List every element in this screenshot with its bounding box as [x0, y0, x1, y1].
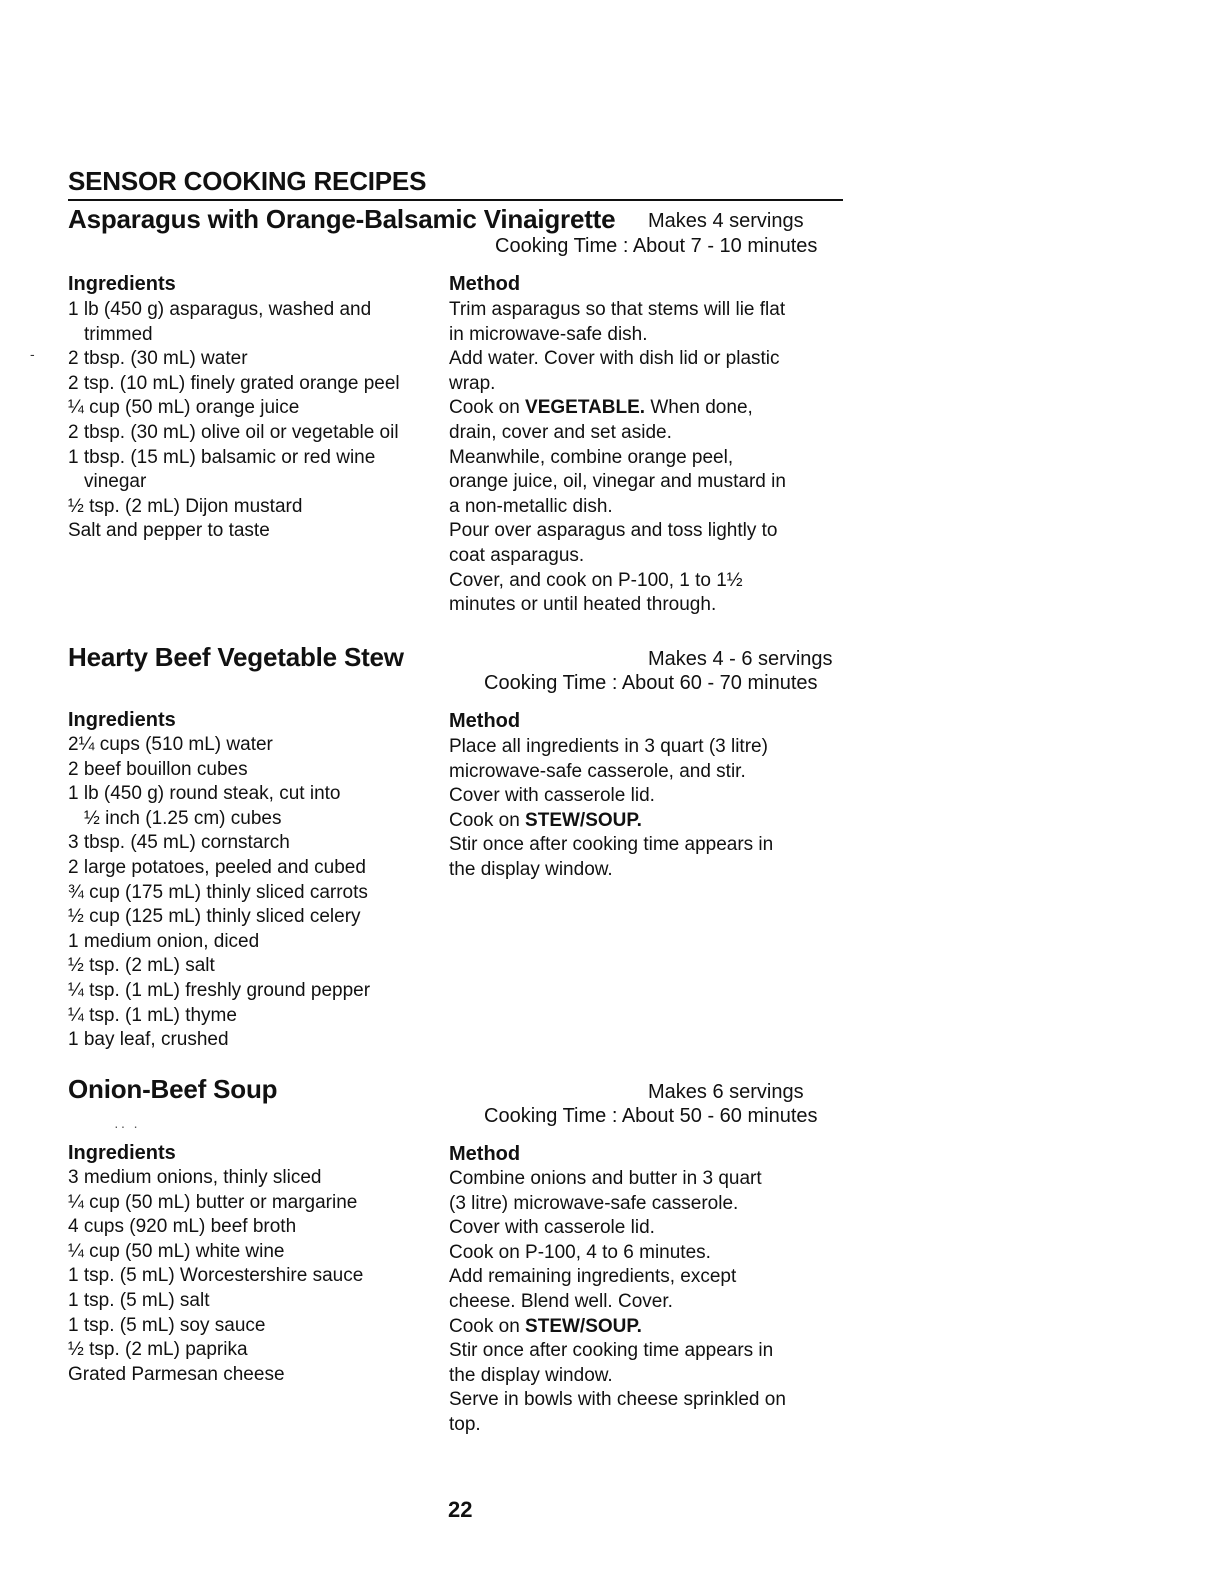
ingredient-line: 4 cups (920 mL) beef broth — [68, 1216, 297, 1238]
ingredients-heading: Ingredients — [68, 709, 176, 731]
method-heading: Method — [449, 273, 521, 295]
ingredient-line: 1 tsp. (5 mL) soy sauce — [68, 1314, 266, 1336]
ingredient-line: 1 tsp. (5 mL) Worcestershire sauce — [68, 1265, 364, 1287]
ingredient-line: 1 lb (450 g) asparagus, washed and — [68, 299, 372, 320]
ingredient-line: 1 bay leaf, crushed — [68, 1029, 229, 1051]
ingredient-line: 2 tbsp. (30 mL) water — [68, 348, 248, 370]
ingredient-line: ½ cup (125 mL) thinly sliced celery — [68, 906, 361, 928]
method-line: the display window. — [449, 858, 613, 880]
method-line: in microwave-safe dish. — [449, 323, 648, 345]
method-line: Serve in bowls with cheese sprinkled on — [449, 1389, 786, 1411]
ingredient-line: Grated Parmesan cheese — [68, 1363, 285, 1385]
section-title: SENSOR COOKING RECIPES — [68, 166, 427, 196]
ingredient-line: 1 tbsp. (15 mL) balsamic or red wine — [68, 446, 376, 468]
recipe-title: Hearty Beef Vegetable Stew — [68, 642, 404, 672]
method-line: Cover with casserole lid. — [449, 1217, 655, 1239]
method-line: microwave-safe casserole, and stir. — [449, 760, 746, 782]
method-line: the display window. — [449, 1364, 613, 1386]
cook-setting-label: STEW/SOUP. — [525, 809, 642, 831]
ingredient-line: 3 medium onions, thinly sliced — [68, 1167, 322, 1188]
method-text: Cook on — [449, 809, 526, 831]
recipe-cooking-time: Cooking Time : About 7 - 10 minutes — [495, 235, 818, 257]
scan-mark: - — [30, 346, 35, 362]
ingredient-line: ¼ cup (50 mL) orange juice — [68, 397, 300, 419]
recipe-cooking-time: Cooking Time : About 60 - 70 minutes — [484, 672, 818, 694]
ingredient-line: 3 tbsp. (45 mL) cornstarch — [68, 832, 290, 854]
method-line: Pour over asparagus and toss lightly to — [449, 520, 778, 542]
method-line: Cover with casserole lid. — [449, 785, 655, 807]
method-line: Add water. Cover with dish lid or plastic — [449, 348, 780, 370]
method-line: drain, cover and set aside. — [449, 421, 672, 443]
method-line: Trim asparagus so that stems will lie flat — [449, 299, 786, 320]
ingredients-list — [68, 1166, 363, 1387]
method-line: (3 litre) microwave-safe casserole. — [449, 1192, 739, 1214]
method-line: Combine onions and butter in 3 quart — [449, 1168, 762, 1189]
ingredient-line: trimmed — [84, 323, 153, 345]
method-line: Cook on P-100, 4 to 6 minutes. — [449, 1241, 711, 1263]
ingredients-heading: Ingredients — [68, 1142, 176, 1164]
cook-setting-label: VEGETABLE. — [525, 397, 646, 419]
recipe-servings: Makes 4 - 6 servings — [648, 648, 833, 670]
method-line: Meanwhile, combine orange peel, — [449, 446, 734, 468]
method-text: Cook on — [449, 1315, 526, 1337]
recipe-servings: Makes 6 servings — [648, 1081, 804, 1103]
ingredient-line: 2 beef bouillon cubes — [68, 758, 248, 780]
method-line: minutes or until heated through. — [449, 594, 717, 616]
method-steps — [449, 1167, 786, 1438]
page-number: 22 — [448, 1497, 473, 1522]
recipe-title: Onion-Beef Soup — [68, 1074, 278, 1104]
method-line: orange juice, oil, vinegar and mustard in — [449, 471, 786, 493]
ingredient-line: ¾ cup (175 mL) thinly sliced carrots — [68, 881, 368, 903]
method-line — [449, 396, 786, 421]
scan-specks: ·· · — [114, 1118, 140, 1134]
ingredient-line: Salt and pepper to taste — [68, 520, 270, 542]
cook-setting-label: STEW/SOUP. — [525, 1315, 642, 1337]
ingredient-line: vinegar — [84, 471, 147, 493]
ingredients-heading: Ingredients — [68, 273, 176, 295]
section-divider — [68, 199, 843, 201]
ingredient-line: 2 large potatoes, peeled and cubed — [68, 856, 366, 878]
method-line: cheese. Blend well. Cover. — [449, 1290, 673, 1312]
ingredient-line: ½ tsp. (2 mL) paprika — [68, 1339, 248, 1361]
ingredient-line: ½ tsp. (2 mL) Dijon mustard — [68, 495, 303, 517]
method-line: Stir once after cooking time appears in — [449, 1340, 774, 1362]
method-heading: Method — [449, 710, 521, 732]
recipe-servings: Makes 4 servings — [648, 210, 804, 232]
ingredient-line: ¼ cup (50 mL) butter or margarine — [68, 1191, 358, 1213]
recipe-title: Asparagus with Orange-Balsamic Vinaigrette — [68, 204, 616, 234]
recipe-cooking-time: Cooking Time : About 50 - 60 minutes — [484, 1105, 818, 1127]
ingredient-line: 1 medium onion, diced — [68, 930, 260, 952]
ingredient-line: 2 tbsp. (30 mL) olive oil or vegetable oil — [68, 421, 399, 443]
method-line — [449, 1315, 786, 1340]
method-line: wrap. — [449, 372, 496, 394]
method-line: a non-metallic dish. — [449, 495, 613, 517]
method-line: Add remaining ingredients, except — [449, 1266, 737, 1288]
ingredients-list — [68, 298, 400, 544]
ingredient-line: ¼ cup (50 mL) white wine — [68, 1240, 285, 1262]
ingredient-line: ¼ tsp. (1 mL) thyme — [68, 1004, 237, 1026]
method-line: Stir once after cooking time appears in — [449, 834, 774, 856]
ingredient-line: ½ tsp. (2 mL) salt — [68, 955, 215, 977]
method-heading: Method — [449, 1143, 521, 1165]
method-text: When done, — [645, 397, 753, 419]
ingredient-line: 1 tsp. (5 mL) salt — [68, 1289, 210, 1311]
method-line — [449, 809, 773, 834]
method-line: top. — [449, 1413, 481, 1435]
method-line: Place all ingredients in 3 quart (3 litre) — [449, 736, 768, 757]
method-text: Cook on — [449, 397, 526, 419]
ingredients-list — [68, 733, 370, 1053]
ingredient-line: 1 lb (450 g) round steak, cut into — [68, 783, 341, 805]
method-line: coat asparagus. — [449, 544, 585, 566]
method-line: Cover, and cook on P-100, 1 to 1½ — [449, 569, 743, 591]
ingredient-line: 2¼ cups (510 mL) water — [68, 734, 273, 755]
ingredient-line: 2 tsp. (10 mL) finely grated orange peel — [68, 372, 400, 394]
method-steps — [449, 298, 786, 618]
ingredient-line: ½ inch (1.25 cm) cubes — [84, 807, 282, 829]
method-steps — [449, 735, 773, 883]
ingredient-line: ¼ tsp. (1 mL) freshly ground pepper — [68, 979, 371, 1001]
